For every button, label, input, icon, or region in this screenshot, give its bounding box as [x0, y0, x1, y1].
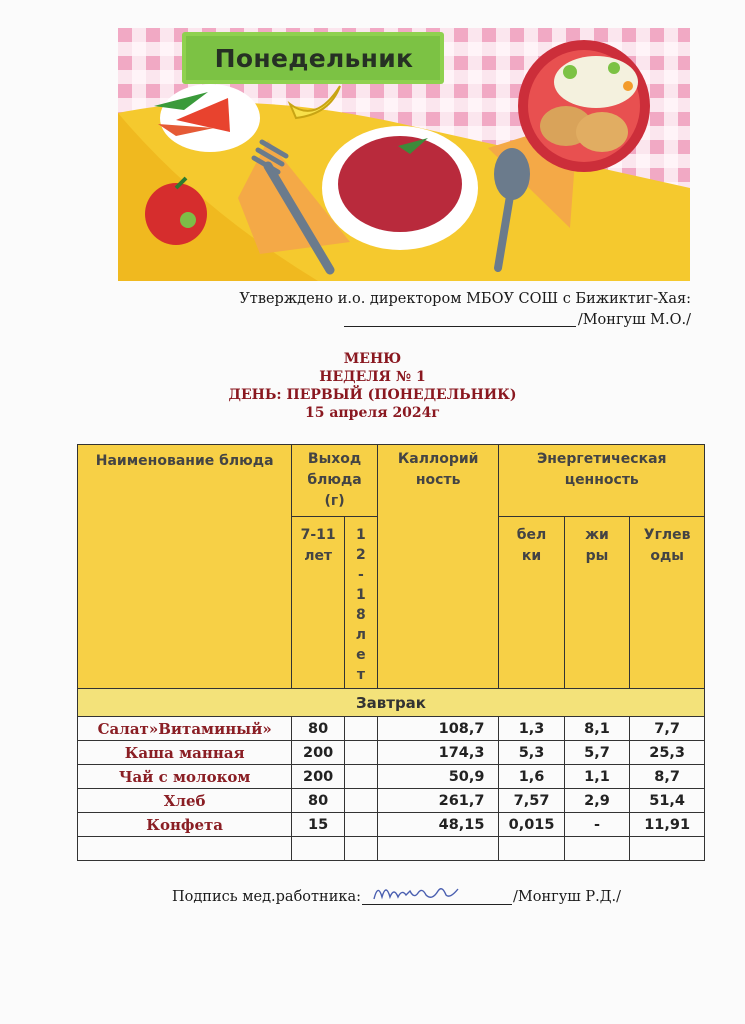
calories-value: 50,9 — [377, 765, 499, 789]
protein-value: 1,6 — [499, 765, 564, 789]
signature-line — [362, 885, 512, 905]
banner-illustration — [118, 28, 690, 281]
table-row-empty — [78, 837, 705, 861]
medic-name: /Монгуш Р.Д./ — [512, 889, 621, 905]
protein-value: 0,015 — [499, 813, 564, 837]
empty-cell — [292, 837, 345, 861]
menu-table — [77, 444, 705, 861]
header-fat: жиры — [564, 517, 630, 689]
calories-value: 108,7 — [377, 717, 499, 741]
protein-value: 1,3 — [499, 717, 564, 741]
output-7-11: 80 — [292, 717, 345, 741]
carbs-value: 11,91 — [630, 813, 705, 837]
calories-value: 261,7 — [377, 789, 499, 813]
output-12-18 — [344, 741, 377, 765]
handwritten-signature — [370, 879, 470, 905]
empty-cell — [564, 837, 630, 861]
calories-value: 48,15 — [377, 813, 499, 837]
fat-value: 5,7 — [564, 741, 630, 765]
title-menu: МЕНЮ — [343, 351, 402, 367]
approval-signature-line — [239, 312, 691, 328]
day-title: Понедельник — [214, 43, 414, 73]
table-row — [78, 789, 705, 813]
header-calories: Каллорий ность — [377, 445, 499, 689]
title-date: 15 апреля 2024г — [304, 405, 440, 421]
carbs-value: 7,7 — [630, 717, 705, 741]
output-12-18 — [344, 765, 377, 789]
table-row — [78, 717, 705, 741]
dish-name: Конфета — [78, 813, 292, 837]
carbs-value: 25,3 — [630, 741, 705, 765]
medic-signature-block — [172, 885, 621, 905]
dish-name: Хлеб — [78, 789, 292, 813]
director-name: /Монгуш М.О./ — [577, 312, 691, 328]
dish-name: Каша манная — [78, 741, 292, 765]
table-row — [78, 765, 705, 789]
approval-block — [239, 291, 691, 328]
empty-cell — [499, 837, 564, 861]
dish-name: Чай с молоком — [78, 765, 292, 789]
header-age-7-11: 7-11 лет — [292, 517, 345, 689]
dish-name: Салат»Витаминый» — [78, 717, 292, 741]
output-7-11: 200 — [292, 741, 345, 765]
output-12-18 — [344, 717, 377, 741]
output-7-11: 15 — [292, 813, 345, 837]
fat-value: 2,9 — [564, 789, 630, 813]
fat-value: 1,1 — [564, 765, 630, 789]
output-12-18 — [344, 813, 377, 837]
protein-value: 5,3 — [499, 741, 564, 765]
title-week: НЕДЕЛЯ № 1 — [319, 369, 426, 385]
table-row — [78, 741, 705, 765]
output-12-18 — [344, 789, 377, 813]
output-7-11: 80 — [292, 789, 345, 813]
signature-label: Подпись мед.работника: — [172, 889, 361, 905]
fat-value: 8,1 — [564, 717, 630, 741]
empty-cell — [344, 837, 377, 861]
section-breakfast: Завтрак — [78, 689, 705, 717]
header-energy: Энергетическая ценность — [499, 445, 705, 517]
output-7-11: 200 — [292, 765, 345, 789]
header-carbs: Углеводы — [630, 517, 705, 689]
header-protein: белки — [499, 517, 564, 689]
empty-cell — [78, 837, 292, 861]
table-row — [78, 813, 705, 837]
carbs-value: 8,7 — [630, 765, 705, 789]
title-day: ДЕНЬ: ПЕРВЫЙ (ПОНЕДЕЛЬНИК) — [228, 387, 517, 403]
menu-title — [0, 350, 745, 422]
empty-cell — [630, 837, 705, 861]
empty-cell — [377, 837, 499, 861]
protein-value: 7,57 — [499, 789, 564, 813]
approval-text: Утверждено и.о. директором МБОУ СОШ с Бижиктиг-Хая: — [239, 291, 691, 307]
header-age-12-18: 12-18 лет — [344, 517, 377, 689]
calories-value: 174,3 — [377, 741, 499, 765]
header-dish: Наименование блюда — [78, 445, 292, 689]
header-output: Выход блюда (г) — [292, 445, 378, 517]
signature-blank — [344, 312, 576, 327]
fat-value: - — [564, 813, 630, 837]
carbs-value: 51,4 — [630, 789, 705, 813]
